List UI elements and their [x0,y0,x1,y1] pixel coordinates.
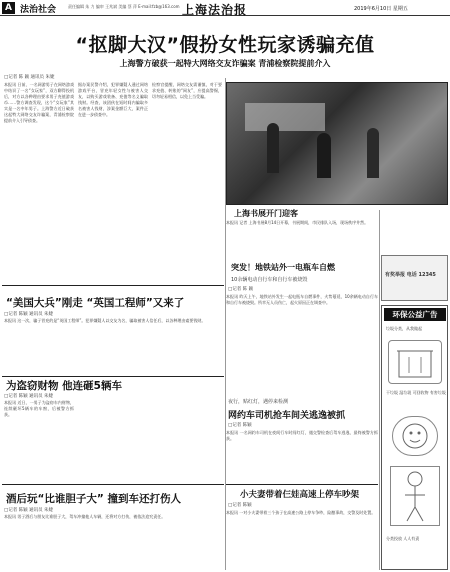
lead-byline: □记者 陈 颖 通讯员 朱婕 [4,75,55,80]
ad-line2: 干垃圾 湿垃圾 可回收物 有害垃圾 [386,390,446,395]
lead-text-right: 检察官提醒，网络交友需谨慎，对于要求充值、转账的“网友”，应提高警惕，切勿轻易相信，以免上当受骗。 [152,82,222,99]
ad-title: 环保公益广告 [384,308,446,321]
bin-sketch-icon [389,341,441,383]
dateline: 2019年6月10日 星期五 [354,6,408,12]
hotline-box [381,255,448,301]
page-number: A [2,2,15,14]
story5-headline: 酒后玩“比谁胆子大” 撞到车还打伤人 [6,493,181,505]
story5-byline: □记者 陈颖 通讯员 朱婕 [4,508,54,513]
lead-text-left: 本报讯 日前，一名网游男子在网络游戏中结识了一名“女玩家”，双方聊得投机后，对方以各种理由要求男子充值游戏币……警方调查发现，这个“女玩家”其实是一名中年男子。上海警方近日破获这起特大网络交友诈骗案，青浦检察院提前介入引导侦查。 [4,82,74,123]
story4-text: 本报讯 近日，一男子为盗窃车内财物，连续砸坏5辆车的车窗，后被警方抓获。 [4,400,74,417]
editors-line: 责任编辑 朱 力 编审 王兆斌 美编 蔡 萍 E-mail:fzb@163.com [68,4,180,9]
paper-name: 上海法治报 [182,3,248,17]
lead-text-mid: 据办案民警介绍，犯罪嫌疑人通过网络游戏平台，冒充年轻女性与被害人交友，以购买游戏装备、充值等名义骗取钱财。经查，该团伙在短时间内骗取多名被害人钱财，涉案金额巨大，案件正在进一步侦查中。 [78,82,148,117]
story6-headline: 夜行，贴红灯，遇停来检测 [228,399,289,405]
ad-line1: 垃圾分类，从我做起 [386,326,422,331]
story3-subline: 10余辆电动自行车和自行车被烧毁 [231,277,308,283]
face-sketch-icon [393,417,437,455]
story6-text: 本报讯 一名网约车司机在夜间行车时闯红灯，遇交警检查后驾车逃逸，最终被警方抓获。 [226,430,378,441]
lead-headline: “抠脚大汉”假扮女性玩家诱骗充值 [75,34,375,56]
story4-text-cont [78,388,224,482]
story7-byline: □记者 陈颖 [228,503,252,508]
ad-line3: 分类投放 人人有责 [386,536,420,541]
lead-subhead: 上海警方破获一起特大网络交友诈骗案 青浦检察院提前介入 [119,59,331,68]
ad-sketch-1 [388,340,442,384]
figure-sketch-icon [391,467,439,525]
ad-sketch-3 [390,466,440,526]
story3-text: 本报讯 昨天上午，地铁站外发生一起电瓶车自燃事件，火势蔓延，10余辆电动自行车和自行车被烧毁。所幸无人员伤亡，起火原因正在调查中。 [226,294,378,305]
story4-byline: □记者 陈颖 通讯员 朱婕 [4,394,54,399]
story4-headline: 为盗窃财物 他连砸5辆车 [6,380,122,392]
ad-sketch-2 [392,416,438,456]
story3-byline: □记者 陈 颖 [228,287,254,292]
public-service-ad [381,305,448,570]
story6-byline: □记者 陈颖 [228,423,252,428]
story7-text: 本报讯 一对小夫妻带着三个孩子在高速公路上停车争吵，险酿事故，交警及时处置。 [226,510,376,515]
hotline-text: 有奖举报 电话 12345 [385,272,436,278]
story3-headline: 突发！地铁站外一电瓶车自燃 [231,263,335,272]
section-title: 法治社会 [20,5,57,15]
story6-subline: 网约车司机抢车间关逃逸被抓 [228,411,346,421]
photo-caption: 上海书展开门迎客 [234,209,298,218]
story2-headline: “美国大兵”刚走 “英国工程师”又来了 [6,297,185,309]
story2-byline: □记者 陈颖 通讯员 朱婕 [4,312,54,317]
photo-caption-text: 本报讯 记者 上海书展8月14日开幕，书展期间，市民排队入场，现场秩序井然。 [226,220,369,225]
news-photo [226,82,448,205]
story7-headline: 小夫妻带着仨娃高速上停车吵架 [240,490,360,500]
story5-text: 本报讯 男子酒后与朋友比谁胆子大，驾车冲撞他人车辆，还将对方打伤，被依法追究责任。 [4,514,166,519]
story2-text: 本报讯 这一次，骗子冒充的是“英国工程师”。犯罪嫌疑人以交友为名，骗取被害人信任后，以各种理由索要钱财。 [4,318,206,323]
